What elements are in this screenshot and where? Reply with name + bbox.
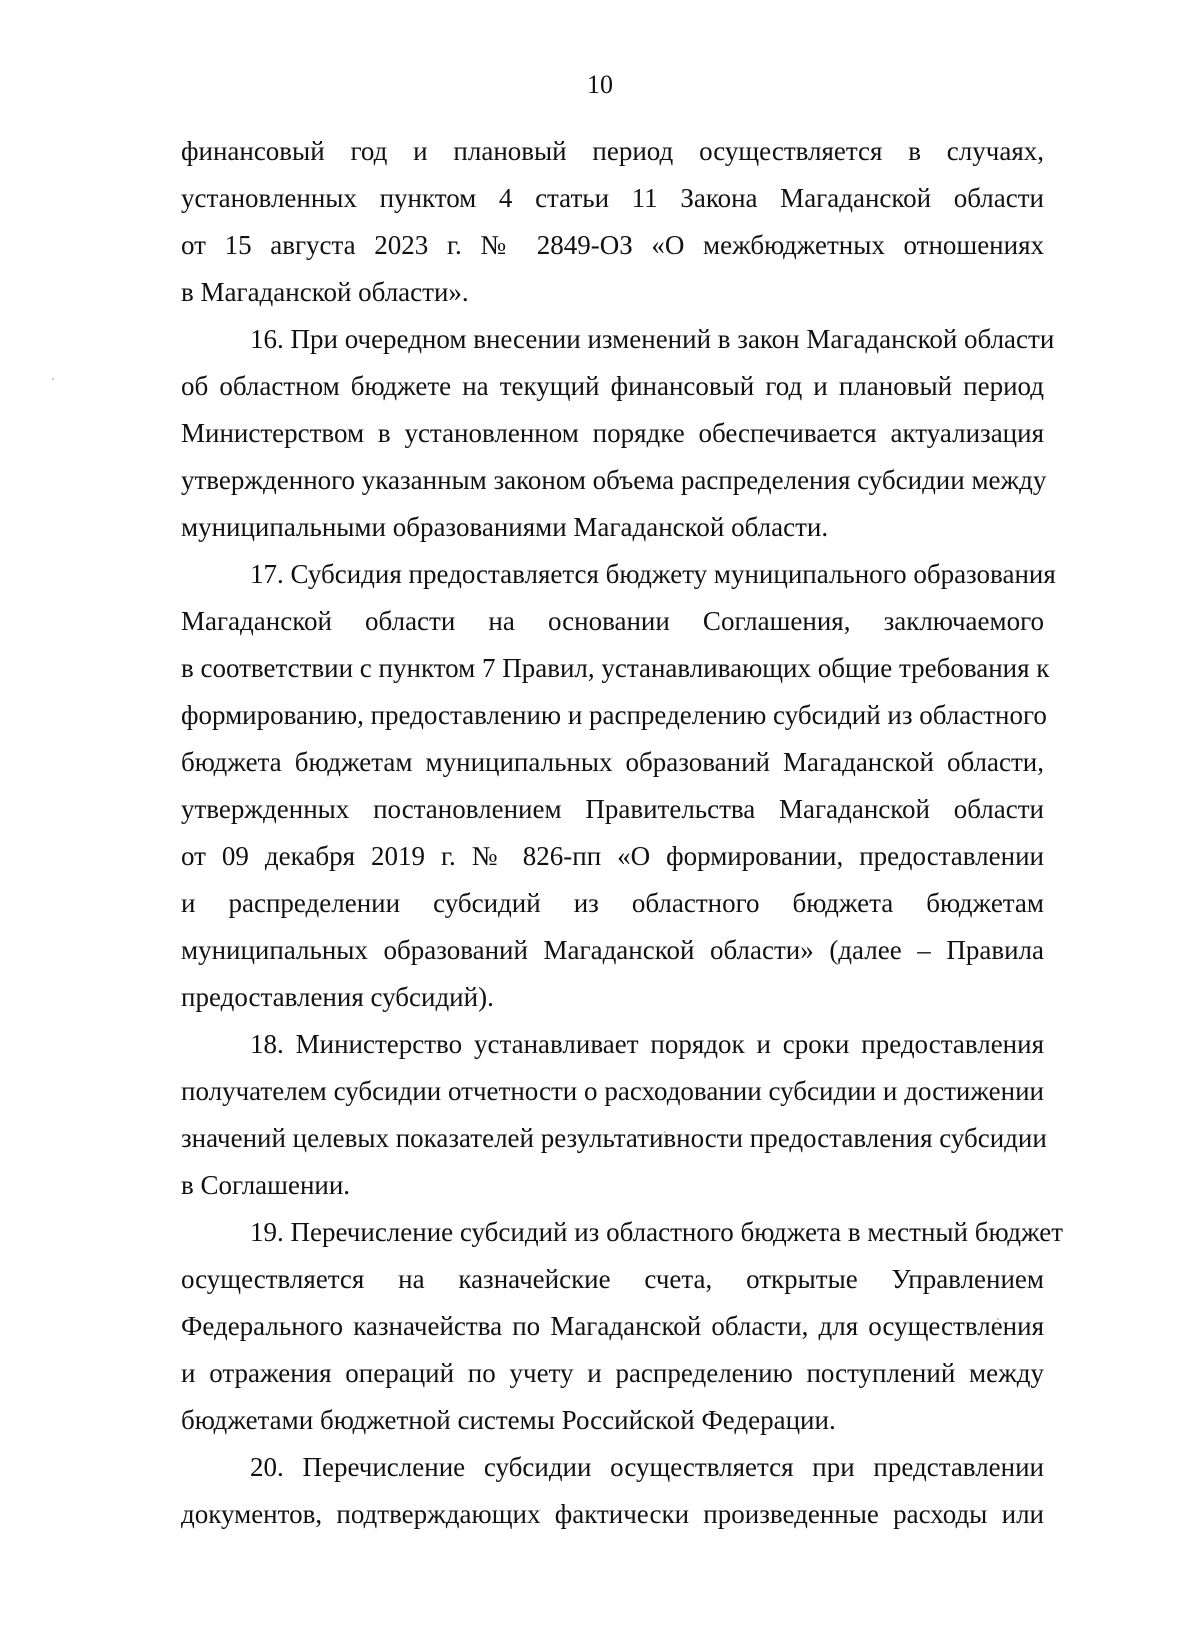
text-line: документов, подтверждающих фактически произведенные расходы или: [181, 1499, 1044, 1529]
text-line: предоставления субсидий).: [181, 982, 494, 1012]
text-line: 20. Перечисление субсидии осуществляется при представлении: [250, 1452, 1044, 1482]
text-line: формированию, предоставлению и распределению субсидий из областного: [181, 700, 1047, 730]
text-line: 16. При очередном внесении изменений в закон Магаданской области: [250, 324, 1055, 354]
text-line: об областном бюджете на текущий финансовый год и плановый период: [181, 371, 1044, 401]
text-line: Федерального казначейства по Магаданской области, для осуществления: [181, 1311, 1044, 1341]
text-line: в Соглашении.: [181, 1170, 351, 1200]
text-line: бюджетами бюджетной системы Российской Федерации.: [181, 1405, 836, 1435]
paragraph-item-19: [181, 1209, 1064, 1444]
text-line: Магаданской области на основании Соглашения, заключаемого: [181, 606, 1044, 636]
text-line: получателем субсидии отчетности о расходовании субсидии и достижении: [181, 1076, 1044, 1106]
text-line: установленных пунктом 4 статьи 11 Закона Магаданской области: [181, 183, 1044, 213]
scan-speck: [52, 378, 54, 380]
text-line: и распределении субсидий из областного бюджета бюджетам: [181, 888, 1044, 918]
text-line: муниципальными образованиями Магаданской области.: [181, 512, 829, 542]
text-line: 19. Перечисление субсидий из областного бюджета в местный бюджет: [250, 1217, 1064, 1247]
text-line: 17. Субсидия предоставляется бюджету муниципального образования: [250, 559, 1056, 589]
text-line: в соответствии с пунктом 7 Правил, устанавливающих общие требования к: [181, 653, 1050, 683]
text-line: утвержденного указанным законом объема распределения субсидии между: [181, 465, 1047, 495]
text-line: значений целевых показателей результативности предоставления субсидии: [181, 1123, 1047, 1153]
text-line: от 09 декабря 2019 г. № 826-пп «О формировании, предоставлении: [181, 841, 1044, 871]
text-line: утвержденных постановлением Правительства Магаданской области: [181, 794, 1044, 824]
paragraph-continuation: [181, 128, 1044, 316]
paragraph-item-20: [181, 1444, 1044, 1538]
text-line: и отражения операций по учету и распределению поступлений между: [181, 1358, 1044, 1388]
text-line: от 15 августа 2023 г. № 2849-ОЗ «О межбюджетных отношениях: [181, 230, 1044, 260]
text-line: осуществляется на казначейские счета, открытые Управлением: [181, 1264, 1044, 1294]
text-line: бюджета бюджетам муниципальных образований Магаданской области,: [181, 747, 1044, 777]
paragraph-item-16: [181, 316, 1055, 551]
text-line: Министерством в установленном порядке обеспечивается актуализация: [181, 418, 1044, 448]
paragraph-item-17: [181, 551, 1056, 1021]
document-body: [181, 128, 1064, 1538]
text-line: в Магаданской области».: [181, 277, 469, 307]
text-line: финансовый год и плановый период осуществляется в случаях,: [181, 136, 1044, 166]
paragraph-item-18: [181, 1021, 1047, 1209]
text-line: муниципальных образований Магаданской области» (далее – Правила: [181, 935, 1044, 965]
page-number: 10: [587, 70, 613, 99]
text-line: 18. Министерство устанавливает порядок и сроки предоставления: [250, 1029, 1044, 1059]
